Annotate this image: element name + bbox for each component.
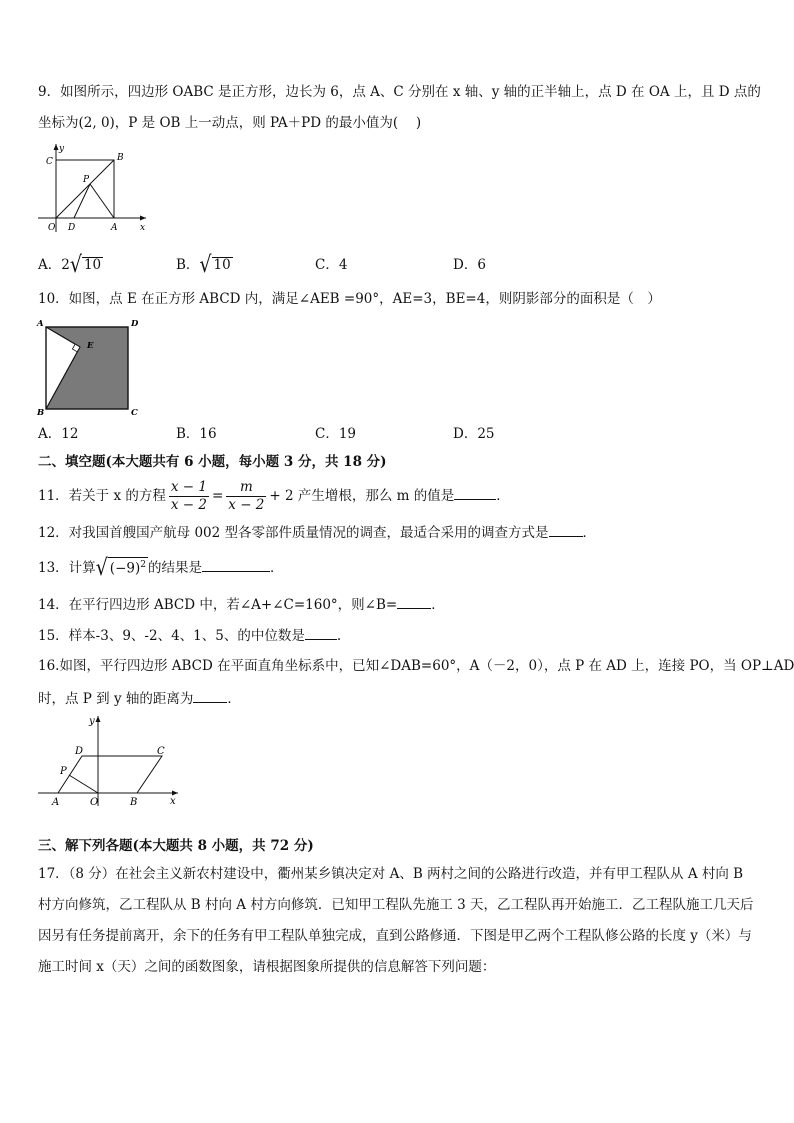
q9-option-a: A．2√ 10 [38,251,102,279]
q11-fraction-1: $\frac{x - 1}{x - 2}$ [170,479,207,513]
q10-fig-e: E [87,341,94,351]
q10-option-b: B．16 [176,426,217,442]
q10-text: 10．如图，点 E 在正方形 ABCD 内，满足∠AEB =90°，AE=3，BE=4，则阴影部分的面积是（ ） [38,291,661,307]
section-3-title: 三、解下列各题(本大题共 8 小题，共 72 分) [38,838,314,854]
q10-fig-b: B [37,408,45,417]
q16-fig-a: A [52,797,60,808]
q16-line2: 时，点 P 到 y 轴的距离为 ． [38,688,760,709]
q9-figure [32,140,152,236]
q11-answer-blank[interactable] [454,485,496,500]
q9-fig-p: P [83,175,90,185]
q9-option-c: C．4 [315,257,348,273]
q17-text: 17．（8 分）在社会主义新农村建设中，衢州某乡镇决定对 A、B 两村之间的公路进行改造，并有甲工程队从 A 村向 B 村方向修筑，乙工程队从 B 村向 A 村方向修筑．已知甲工程队先施工 3 天，乙工程队再开始施工．乙工程队施工几天后因另有任务提前离开，余下的任务有甲工程队单独完成，直到公路修通．下图是甲乙两个工程队修公路的长度 y（米）与施工时间 x（天）之间的函数图象，请根据图象所提供的信息解答下列问题： [38,866,754,975]
q16-figure [36,712,186,808]
q13-answer-blank[interactable] [202,557,270,572]
q10-option-d: D．25 [453,426,495,442]
q16-answer-blank[interactable] [193,688,227,703]
q9-fig-o: O [48,223,56,233]
q9-sqrt-icon: √ [199,251,212,279]
q16-fig-y: y [89,716,95,727]
q13: 13．计算√ $(-9)^2$ 的结果是 ． [38,554,284,582]
q9-fig-x: x [140,223,146,233]
q13-sqrt-icon: √ [95,554,108,582]
q9-fig-d: D [68,223,76,233]
q9-options [38,251,760,279]
q14: 14．在平行四边形 ABCD 中，若∠A+∠C=160°，则∠B= ． [38,594,760,615]
q10-options [38,424,760,444]
q10-option-a: A．12 [38,426,79,442]
q16-fig-b: B [130,797,138,808]
q9-sqrt-icon: √ [69,251,82,279]
q9-fig-b: B [117,153,124,163]
q9-fig-a: A [111,223,118,233]
q10-option-c: C．19 [315,426,357,442]
q9-fig-y: y [59,144,65,154]
q10-fig-c: C [131,408,138,417]
q15: 15．样本-3、9、-2、4、1、5、的中位数是 . [38,625,760,646]
q10-figure [34,315,144,417]
q9-line1: 9．如图所示，四边形 OABC 是正方形，边长为 6，点 A、C 分别在 x 轴、y 轴的正半轴上，点 D 在 OA 上，且 D 点的 [38,84,761,100]
section-2-title: 二、填空题(本大题共有 6 小题，每小题 3 分，共 18 分) [38,454,387,470]
q11-fraction-2: $\frac{m}{x - 2}$ [228,479,265,513]
q12-answer-blank[interactable] [549,522,583,537]
q10-fig-d: D [131,319,139,329]
q16-fig-x: x [170,796,176,807]
q12: 12．对我国首艘国产航母 002 型各零部件质量情况的调查，最适合采用的调查方式是 ． [38,522,760,543]
q10-fig-a: A [37,319,44,329]
q16-fig-d: D [75,746,84,757]
q11: 11．若关于 x 的方程 $\frac{x - 1}{x - 2}$ = $\frac{m}{x - 2}$ + 2 产生增根，那么 m 的值是 ． [38,479,510,513]
q16-line1: 16.如图，平行四边形 ABCD 在平面直角坐标系中，已知∠DAB=60°，A（－2，0），点 P 在 AD 上，连接 PO，当 OP⊥AD [38,658,794,674]
q9-option-d: D．6 [453,257,486,273]
q16-fig-c: C [157,746,165,757]
q14-answer-blank[interactable] [397,594,431,609]
q16-fig-p: P [60,766,67,777]
q16-fig-o: O [90,797,99,808]
q9-fig-c: C [46,157,53,167]
q15-answer-blank[interactable] [305,625,337,640]
q9-option-b: B．√ 10 [176,251,231,279]
q9-line2: 坐标为(2, 0)，P 是 OB 上一动点，则 PA＋PD 的最小值为( ) [38,115,422,131]
